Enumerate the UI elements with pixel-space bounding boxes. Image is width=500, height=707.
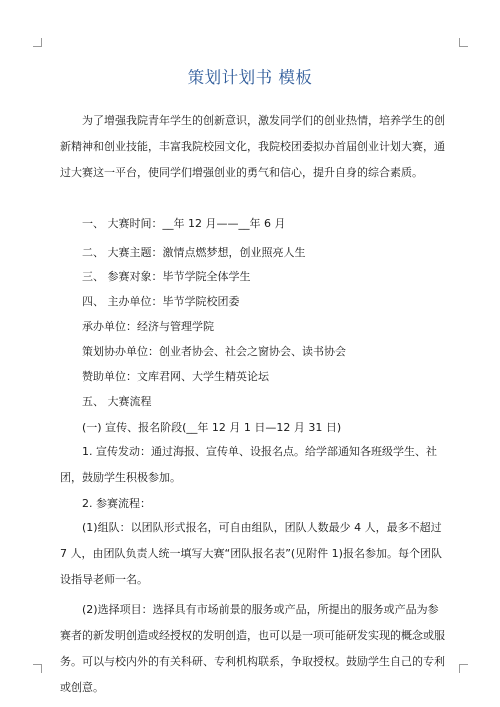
item-audience: 三、 参赛对象：毕节学院全体学生 bbox=[82, 270, 251, 283]
item-process: 五、 大赛流程 bbox=[82, 395, 152, 408]
item-coorganizer: 策划协办单位：创业者协会、社会之窗协会、读书协会 bbox=[82, 345, 346, 358]
item-theme: 二、 大赛主题：激情点燃梦想，创业照亮人生 bbox=[82, 246, 306, 259]
crop-mark-bottom-left bbox=[33, 664, 42, 673]
item-host: 四、 主办单位：毕节学院校团委 bbox=[82, 295, 240, 308]
crop-mark-bottom-right bbox=[459, 664, 468, 673]
step2-heading: 2. 参赛流程： bbox=[82, 497, 151, 510]
crop-mark-top-left bbox=[33, 38, 42, 47]
page-title: 策划计划书 模板 bbox=[187, 68, 313, 87]
item-sponsor: 赞助单位：文库君网、大学生精英论坛 bbox=[82, 370, 269, 383]
intro-paragraph: 为了增强我院青年学生的创新意识，激发同学们的创业热情，培养学生的创新精神和创业技能，丰富我院校园文化，我院校团委拟办首届创业计划大赛，通过大赛这一平台，使同学们增强创业的勇气和信心，提升自身的综合素质。 bbox=[60, 114, 445, 179]
item-organizer: 承办单位：经济与管理学院 bbox=[82, 320, 214, 333]
item-time: 一、 大赛时间：__年 12 月——__年 6 月 bbox=[82, 217, 286, 230]
crop-mark-top-right bbox=[459, 38, 468, 47]
item-phase1: (一) 宣传、报名阶段(__年 12 月 1 日—12 月 31 日) bbox=[82, 421, 342, 434]
project-paragraph: (2)选择项目：选择具有市场前景的服务或产品，所提出的服务或产品为参赛者的新发明创造或经授权的发明创造，也可以是一项可能研发实现的概念或服务。可以与校内外的有关科研、专利机构联系，争取授权。鼓励学生自己的专利或创意。 bbox=[60, 603, 445, 694]
publicity-paragraph: 1. 宣传发动：通过海报、宣传单、设报名点。给学部通知各班级学生、社团，鼓励学生积极参加。 bbox=[60, 445, 437, 484]
team-paragraph: (1)组队：以团队形式报名，可自由组队，团队人数最少 4 人，最多不超过 7 人，由团队负责人统一填写大赛“团队报名表”(见附件 1)报名参加。每个团队设指导老师一名。 bbox=[60, 521, 442, 586]
